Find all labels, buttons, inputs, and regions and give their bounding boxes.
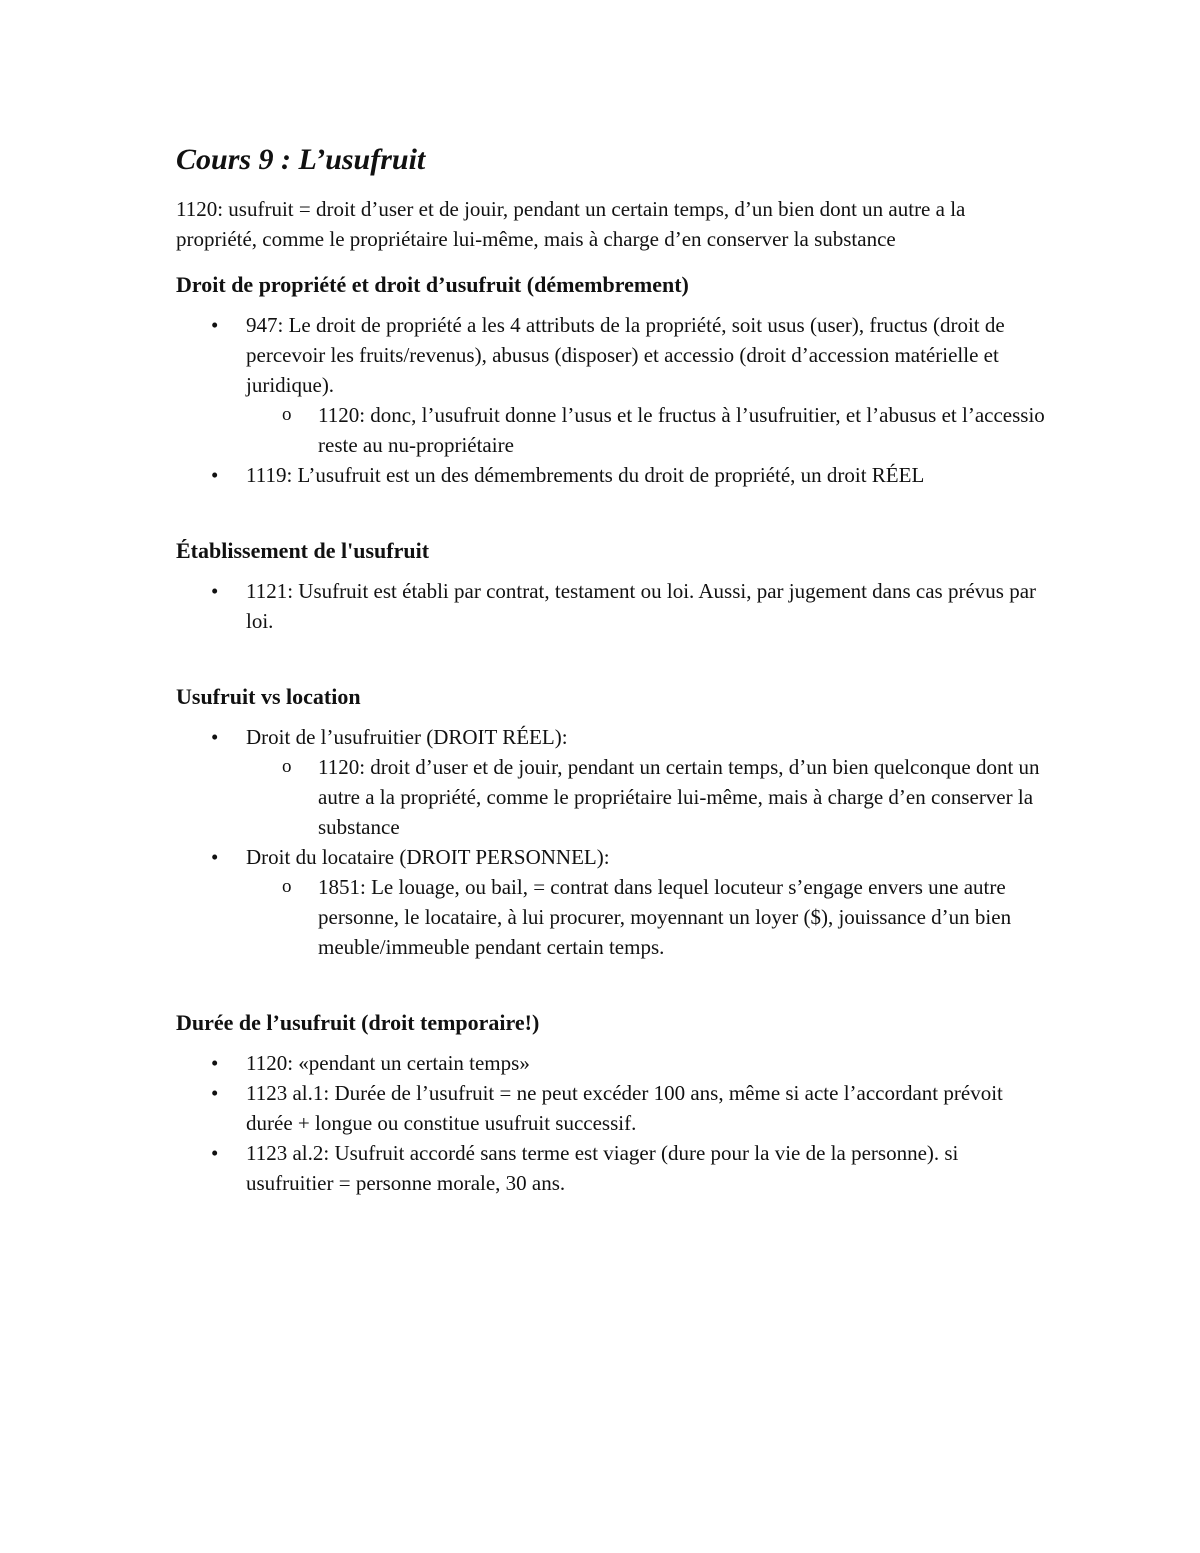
list-item-text: Droit de l’usufruitier (DROIT RÉEL): bbox=[246, 725, 568, 749]
section-list-duree bbox=[176, 1048, 1046, 1198]
list-item bbox=[176, 722, 1046, 842]
list-item bbox=[176, 1078, 1046, 1138]
sub-list-item-text: 1120: droit d’user et de jouir, pendant un certain temps, d’un bien quelconque dont un autre a la propriété, comme le propriétaire lui-même, mais à charge d’en conserver la substance bbox=[318, 755, 1040, 839]
intro-paragraph: 1120: usufruit = droit d’user et de jouir, pendant un certain temps, d’un bien dont un autre a la propriété, comme le propriétaire lui-même, mais à charge d’en conserver la substance bbox=[176, 197, 966, 251]
sub-list-item bbox=[246, 400, 1046, 460]
sub-bullet-icon: o bbox=[282, 404, 292, 425]
section-heading-demembrement: Droit de propriété et droit d’usufruit (démembrement) bbox=[176, 272, 689, 297]
section-list-etablissement bbox=[176, 576, 1046, 636]
sub-list bbox=[246, 752, 1046, 842]
list-item bbox=[176, 1048, 1046, 1078]
bullet-icon: • bbox=[211, 1141, 219, 1165]
list-item bbox=[176, 842, 1046, 962]
list-item-text: 1123 al.1: Durée de l’usufruit = ne peut excéder 100 ans, même si acte l’accordant prévoit durée + longue ou constitue usufruit successif. bbox=[246, 1081, 1003, 1135]
list-item bbox=[176, 460, 1046, 490]
bullet-icon: • bbox=[211, 1081, 219, 1105]
bullet-icon: • bbox=[211, 463, 219, 487]
list-item bbox=[176, 1138, 1046, 1198]
sub-list bbox=[246, 400, 1046, 460]
page-title: Cours 9 : L’usufruit bbox=[176, 143, 426, 176]
list-item-text: 947: Le droit de propriété a les 4 attributs de la propriété, soit usus (user), fructus (droit de percevoir les fruits/revenus), abusus (disposer) et accessio (droit d’accession matérielle et juridique). bbox=[246, 313, 1005, 397]
section-list-usufruit-vs-location bbox=[176, 722, 1046, 962]
bullet-icon: • bbox=[211, 579, 219, 603]
sub-list-item-text: 1851: Le louage, ou bail, = contrat dans lequel locuteur s’engage envers une autre personne, le locataire, à lui procurer, moyennant un loyer ($), jouissance d’un bien meuble/immeuble pendant certain temps. bbox=[318, 875, 1012, 959]
sub-bullet-icon: o bbox=[282, 756, 292, 777]
list-item bbox=[176, 576, 1046, 636]
list-item-text: 1123 al.2: Usufruit accordé sans terme est viager (dure pour la vie de la personne). si usufruitier = personne morale, 30 ans. bbox=[246, 1141, 959, 1195]
list-item-text: 1119: L’usufruit est un des démembrements du droit de propriété, un droit RÉEL bbox=[246, 463, 925, 487]
list-item bbox=[176, 310, 1046, 460]
list-item-text: Droit du locataire (DROIT PERSONNEL): bbox=[246, 845, 610, 869]
bullet-icon: • bbox=[211, 725, 219, 749]
list-item-text: 1121: Usufruit est établi par contrat, testament ou loi. Aussi, par jugement dans cas prévus par loi. bbox=[246, 579, 1037, 633]
bullet-icon: • bbox=[211, 845, 219, 869]
sub-bullet-icon: o bbox=[282, 876, 292, 897]
section-heading-etablissement: Établissement de l'usufruit bbox=[176, 538, 430, 563]
list-item-text: 1120: «pendant un certain temps» bbox=[246, 1051, 530, 1075]
sub-list-item bbox=[246, 752, 1046, 842]
sub-list bbox=[246, 872, 1046, 962]
section-heading-usufruit-vs-location: Usufruit vs location bbox=[176, 684, 361, 709]
section-list-demembrement bbox=[176, 310, 1046, 490]
bullet-icon: • bbox=[211, 1051, 219, 1075]
document-page bbox=[176, 140, 1046, 1198]
bullet-icon: • bbox=[211, 313, 219, 337]
section-heading-duree: Durée de l’usufruit (droit temporaire!) bbox=[176, 1010, 540, 1035]
sub-list-item-text: 1120: donc, l’usufruit donne l’usus et le fructus à l’usufruitier, et l’abusus et l’accessio reste au nu-propriétaire bbox=[318, 403, 1045, 457]
sub-list-item bbox=[246, 872, 1046, 962]
